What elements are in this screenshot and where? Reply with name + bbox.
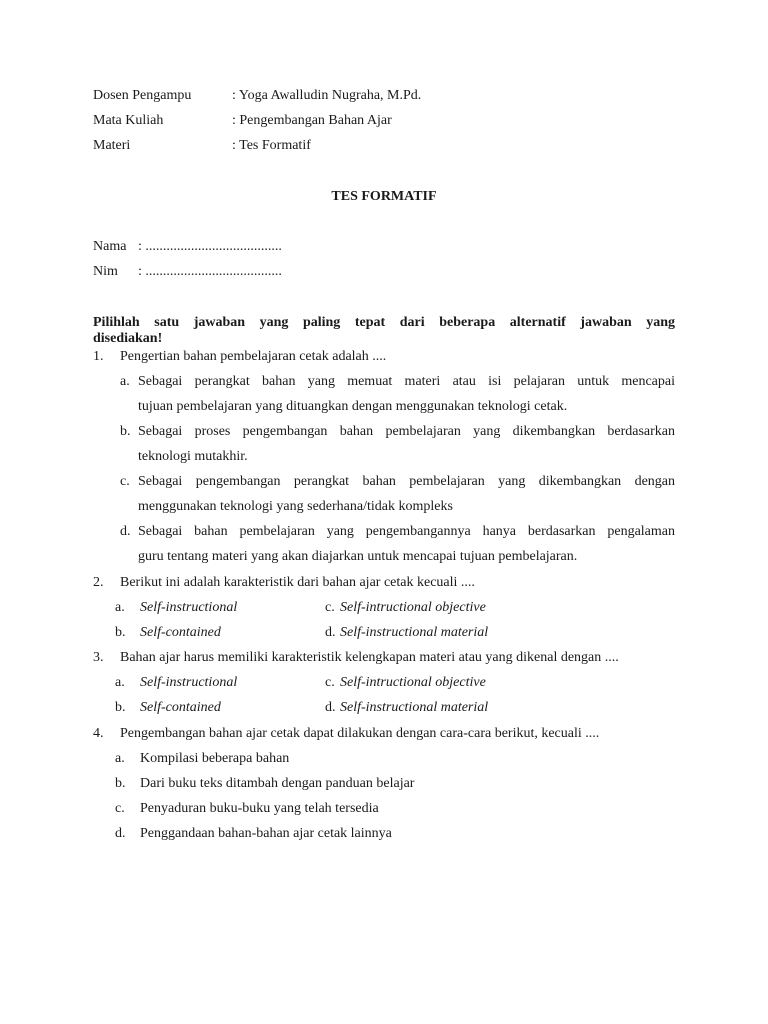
q2-option-a-letter: a. bbox=[115, 600, 125, 615]
q1-option-a-line-1: Sebagai perangkat bahan yang memuat materi atau isi pelajaran untuk mencapai bbox=[138, 374, 675, 389]
question-4-number: 4. bbox=[93, 726, 104, 741]
header-label-materi: Materi bbox=[93, 138, 131, 153]
page-title: TES FORMATIF bbox=[331, 189, 437, 204]
header-value-matkul: : Pengembangan Bahan Ajar bbox=[232, 113, 392, 128]
header-label-dosen: Dosen Pengampu bbox=[93, 88, 192, 103]
question-1-number: 1. bbox=[93, 349, 104, 364]
q1-option-d-line-2: guru tentang materi yang akan diajarkan untuk mencapai tujuan pembelajaran. bbox=[138, 549, 578, 564]
q4-option-b-letter: b. bbox=[115, 776, 126, 791]
q1-option-c-letter: c. bbox=[120, 474, 130, 489]
nim-field: : ....................................... bbox=[138, 264, 282, 279]
q1-option-b-letter: b. bbox=[120, 424, 131, 439]
question-4-text: Pengembangan bahan ajar cetak dapat dilakukan dengan cara-cara berikut, kecuali .... bbox=[120, 726, 600, 741]
nama-label: Nama bbox=[93, 239, 127, 254]
q1-option-d-letter: d. bbox=[120, 524, 131, 539]
q3-option-a-letter: a. bbox=[115, 675, 125, 690]
q4-option-c-text: Penyaduran buku-buku yang telah tersedia bbox=[140, 801, 379, 816]
q3-option-c-letter: c. bbox=[325, 675, 335, 690]
nama-field: : ....................................... bbox=[138, 239, 282, 254]
q4-option-d-letter: d. bbox=[115, 826, 126, 841]
q1-option-b-line-2: teknologi mutakhir. bbox=[138, 449, 248, 464]
q2-option-c-text: Self-intructional objective bbox=[340, 600, 486, 615]
question-3-number: 3. bbox=[93, 650, 104, 665]
header-value-materi: : Tes Formatif bbox=[232, 138, 311, 153]
q2-option-a-text: Self-instructional bbox=[140, 600, 238, 615]
q1-option-a-line-2: tujuan pembelajaran yang dituangkan dengan menggunakan teknologi cetak. bbox=[138, 399, 568, 414]
q3-option-a-text: Self-instructional bbox=[140, 675, 238, 690]
instruction-line-2: disediakan! bbox=[93, 331, 163, 346]
q4-option-a-text: Kompilasi beberapa bahan bbox=[140, 751, 290, 766]
question-1-text: Pengertian bahan pembelajaran cetak adalah .... bbox=[120, 349, 387, 364]
q2-option-c-letter: c. bbox=[325, 600, 335, 615]
question-3-text: Bahan ajar harus memiliki karakteristik kelengkapan materi atau yang dikenal dengan .... bbox=[120, 650, 619, 665]
instruction-line-1: Pilihlah satu jawaban yang paling tepat dari beberapa alternatif jawaban yang bbox=[93, 315, 675, 330]
q1-option-c-line-2: menggunakan teknologi yang sederhana/tidak kompleks bbox=[138, 499, 453, 514]
header-value-dosen: : Yoga Awalludin Nugraha, M.Pd. bbox=[232, 88, 422, 103]
q3-option-b-text: Self-contained bbox=[140, 700, 221, 715]
nim-label: Nim bbox=[93, 264, 118, 279]
q4-option-d-text: Penggandaan bahan-bahan ajar cetak lainnya bbox=[140, 826, 392, 841]
q3-option-d-letter: d. bbox=[325, 700, 336, 715]
q3-option-d-text: Self-instructional material bbox=[340, 700, 489, 715]
q2-option-b-letter: b. bbox=[115, 625, 126, 640]
header-label-matkul: Mata Kuliah bbox=[93, 113, 164, 128]
q2-option-d-text: Self-instructional material bbox=[340, 625, 489, 640]
q4-option-b-text: Dari buku teks ditambah dengan panduan belajar bbox=[140, 776, 415, 791]
q4-option-a-letter: a. bbox=[115, 751, 125, 766]
q3-option-b-letter: b. bbox=[115, 700, 126, 715]
q1-option-a-letter: a. bbox=[120, 374, 130, 389]
q1-option-d-line-1: Sebagai bahan pembelajaran yang pengembangannya hanya berdasarkan pengalaman bbox=[138, 524, 675, 539]
q1-option-b-line-1: Sebagai proses pengembangan bahan pembelajaran yang dikembangkan berdasarkan bbox=[138, 424, 675, 439]
q2-option-b-text: Self-contained bbox=[140, 625, 221, 640]
question-2-text: Berikut ini adalah karakteristik dari bahan ajar cetak kecuali .... bbox=[120, 575, 475, 590]
q3-option-c-text: Self-intructional objective bbox=[340, 675, 486, 690]
q1-option-c-line-1: Sebagai pengembangan perangkat bahan pembelajaran yang dikembangkan dengan bbox=[138, 474, 675, 489]
q2-option-d-letter: d. bbox=[325, 625, 336, 640]
question-2-number: 2. bbox=[93, 575, 104, 590]
q4-option-c-letter: c. bbox=[115, 801, 125, 816]
